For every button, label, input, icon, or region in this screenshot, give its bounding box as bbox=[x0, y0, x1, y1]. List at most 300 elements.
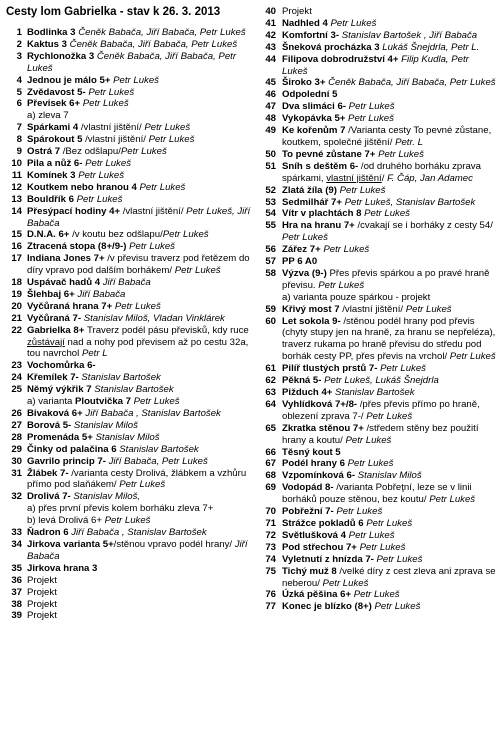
route-name: Nadhled 4 bbox=[282, 17, 331, 29]
route-text bbox=[27, 360, 256, 372]
route-item bbox=[254, 542, 497, 554]
route-number: 34 bbox=[11, 538, 22, 550]
route-number: 71 bbox=[265, 517, 276, 529]
route-item bbox=[254, 387, 497, 399]
route-number: 67 bbox=[265, 458, 276, 470]
route-name: Ploutvička 7 bbox=[75, 396, 134, 408]
route-name: Zvědavost 5- bbox=[27, 86, 89, 98]
route-authors: Čeněk Babača, Jiří Babača, Petr Lukeš bbox=[27, 50, 237, 74]
route-item bbox=[254, 161, 497, 185]
route-authors: Petr Lukeš bbox=[76, 193, 123, 205]
route-number: 25 bbox=[11, 384, 22, 396]
route-item bbox=[6, 206, 256, 230]
route-text bbox=[282, 316, 497, 364]
route-number: 63 bbox=[265, 387, 276, 398]
route-name: Vyčůraná 7- bbox=[27, 312, 84, 324]
route-text bbox=[27, 313, 256, 325]
route-note: /Varianta cesty To pevné zůstane, koutkem, společné jištění/ bbox=[282, 125, 492, 148]
route-text bbox=[282, 506, 497, 518]
route-authors: Petr Lukeš bbox=[139, 181, 186, 193]
route-name: Šlehbaj 6+ bbox=[27, 288, 78, 300]
route-text bbox=[282, 458, 497, 470]
route-text bbox=[27, 134, 256, 146]
route-text bbox=[282, 256, 497, 268]
route-name: Činky od palačina 6 bbox=[27, 443, 120, 455]
route-item bbox=[6, 98, 256, 110]
route-authors: F. Čáp, Jan Adamec bbox=[387, 172, 473, 184]
route-text bbox=[282, 447, 497, 459]
route-note: /varianta Pobřeţní, leze se v linii borháků pouze stěnou, bez koutu/ bbox=[282, 482, 472, 506]
route-text bbox=[282, 470, 497, 482]
route-name: Spárokout 5 bbox=[27, 134, 86, 146]
route-name: Křemílek 7- bbox=[27, 372, 82, 384]
route-item bbox=[254, 530, 497, 542]
route-text bbox=[27, 75, 256, 87]
route-name: Sedmilhář 7+ bbox=[282, 196, 345, 208]
route-authors: Petr Lukeš bbox=[88, 86, 135, 98]
route-note: /vlastní jištění/ bbox=[122, 205, 187, 217]
route-name: Gavrilo princip 7- bbox=[27, 455, 109, 467]
route-name: Komfortní 3- bbox=[282, 29, 342, 41]
route-authors: Petr Lukeš bbox=[148, 134, 195, 146]
route-text bbox=[27, 444, 256, 456]
route-authors: Petr Lukeš bbox=[348, 101, 395, 113]
route-number: 61 bbox=[265, 363, 276, 375]
route-text bbox=[27, 503, 256, 515]
route-item bbox=[254, 470, 497, 482]
route-number: 77 bbox=[265, 601, 276, 613]
route-name: Vyčůraná hrana 7+ bbox=[27, 300, 115, 312]
route-number: 19 bbox=[11, 288, 22, 300]
route-note: /vlastní jištění/ bbox=[85, 134, 149, 146]
route-authors: Petr Lukeš bbox=[162, 229, 209, 241]
route-number: 60 bbox=[265, 315, 276, 327]
route-text bbox=[27, 51, 256, 75]
route-list-right bbox=[254, 6, 497, 613]
route-text bbox=[282, 530, 497, 542]
route-authors: Jiří Babača bbox=[102, 277, 151, 289]
route-note: b) levá Drolivá 6+ bbox=[27, 515, 105, 527]
route-number: 70 bbox=[265, 506, 276, 518]
route-item bbox=[254, 6, 497, 18]
route-authors: Petr Lukeš bbox=[366, 517, 413, 529]
route-number: 43 bbox=[265, 41, 276, 53]
route-name: Spárkami 4 bbox=[27, 122, 81, 134]
route-authors: Petr Lukeš bbox=[345, 434, 392, 446]
route-note: /v převisu traverz pod řetězem do díry vpravo pod dalším borhákem/ bbox=[27, 253, 250, 277]
route-authors: Stanislav Bartošek bbox=[335, 387, 415, 398]
route-item bbox=[6, 289, 256, 301]
route-number: 40 bbox=[265, 6, 276, 17]
route-authors: Stanislav Miloš bbox=[357, 470, 422, 482]
route-authors: Petr Lukeš bbox=[366, 410, 413, 422]
route-number: 7 bbox=[16, 122, 22, 134]
route-name: Ostrá 7 bbox=[27, 146, 63, 158]
route-name: Sníh s deštěm 6- bbox=[282, 160, 361, 172]
route-text bbox=[27, 384, 256, 396]
route-item bbox=[6, 134, 256, 146]
route-text bbox=[27, 372, 256, 384]
route-number: 76 bbox=[265, 589, 276, 601]
route-authors: Petr Lukeš bbox=[429, 494, 476, 506]
route-authors: Petr. L bbox=[395, 136, 423, 148]
route-text bbox=[282, 6, 497, 18]
route-number: 62 bbox=[265, 375, 276, 387]
route-name: Uspávač hadů 4 bbox=[27, 277, 103, 289]
route-authors: Petr Lukeš bbox=[85, 157, 131, 169]
route-text bbox=[27, 87, 256, 99]
route-number: 36 bbox=[11, 574, 22, 586]
route-variant bbox=[6, 515, 256, 527]
route-authors: Petr Lukeš, Stanislav Bartošek bbox=[344, 196, 476, 208]
route-item bbox=[254, 458, 497, 470]
route-text bbox=[27, 491, 256, 503]
route-number bbox=[6, 396, 27, 408]
route-note: (9) bbox=[325, 184, 340, 196]
route-name: Pod střechou 7+ bbox=[282, 541, 360, 553]
route-number: 33 bbox=[11, 527, 22, 539]
route-number bbox=[254, 292, 282, 304]
route-text bbox=[27, 610, 256, 622]
route-authors: Petr Lukeš bbox=[347, 458, 394, 470]
route-text bbox=[27, 432, 256, 444]
route-text bbox=[27, 515, 256, 527]
route-number bbox=[6, 110, 27, 122]
route-name: Pobřežní 7- bbox=[282, 506, 337, 518]
route-note: vlastní jištění bbox=[326, 172, 382, 184]
route-number: 69 bbox=[265, 482, 276, 494]
route-number: 46 bbox=[265, 89, 276, 101]
route-text bbox=[282, 208, 497, 220]
route-item bbox=[254, 482, 497, 506]
route-item bbox=[6, 325, 256, 361]
route-authors: Petr Lukeš bbox=[364, 208, 410, 220]
route-note: /stěnou podél hrany pod převis (chyty stupy jen na hraně, za hranu se nepřeléza), traverz rukama po hraně převisu do středu pod borhák cesty PP, přes převis na vrchol/ bbox=[282, 315, 496, 363]
route-authors: Petr Lukeš bbox=[339, 184, 386, 196]
route-authors: Petr Lukeš bbox=[353, 589, 400, 601]
route-name: Světlušková 4 bbox=[282, 529, 349, 541]
route-authors: Petr Lukeš bbox=[282, 232, 328, 244]
route-authors: Petr Lukeš bbox=[104, 515, 151, 527]
route-text bbox=[282, 423, 497, 447]
route-note: /od druhého borháku zprava spárkami, bbox=[282, 160, 481, 184]
route-name: Bodlinka 3 bbox=[27, 27, 79, 38]
route-text bbox=[282, 197, 497, 209]
route-name: Ke kořenům 7 bbox=[282, 125, 349, 137]
route-number: 14 bbox=[11, 205, 22, 217]
route-item bbox=[254, 54, 497, 78]
route-text bbox=[282, 220, 497, 244]
route-authors: Jiří Babača, Petr Lukeš bbox=[108, 455, 208, 467]
route-note: Traverz podél pásu převisků, kdy ruce bbox=[87, 324, 249, 336]
route-note: / bbox=[381, 172, 388, 184]
route-authors: Stanislav Miloš bbox=[73, 419, 138, 431]
route-name: Němý výkřik 7 bbox=[27, 384, 95, 396]
route-item bbox=[254, 197, 497, 209]
route-name: Borová 5- bbox=[27, 419, 74, 431]
route-number: 54 bbox=[265, 208, 276, 220]
route-text bbox=[27, 563, 256, 575]
route-item bbox=[254, 399, 497, 423]
route-text bbox=[282, 77, 497, 89]
route-authors: Petr Lukeš bbox=[348, 113, 394, 125]
route-note: /stěnou vpravo podél hrany/ bbox=[113, 538, 235, 550]
route-authors: Petr Lukeš bbox=[114, 300, 161, 312]
route-item bbox=[6, 87, 256, 99]
route-item bbox=[6, 610, 256, 622]
route-note: zůstávají bbox=[27, 336, 65, 348]
route-item bbox=[254, 18, 497, 30]
route-authors: Jiří Babača , Stanislav Bartošek bbox=[85, 408, 221, 419]
route-item bbox=[254, 125, 497, 149]
route-number: 17 bbox=[11, 253, 22, 265]
route-item bbox=[6, 170, 256, 182]
route-item bbox=[6, 241, 256, 253]
route-text bbox=[27, 182, 256, 194]
route-name: Tichý muž 8 bbox=[282, 565, 340, 577]
route-authors: Petr Lukeš bbox=[449, 351, 496, 363]
route-name: Promenáda 5+ bbox=[27, 431, 96, 443]
route-item bbox=[254, 89, 497, 101]
route-name: Vodopád 8- bbox=[282, 482, 337, 494]
route-authors: Petr Lukeš bbox=[120, 146, 167, 158]
route-text bbox=[27, 146, 256, 158]
route-text bbox=[27, 420, 256, 432]
route-item bbox=[6, 384, 256, 396]
route-authors: Stanislav Miloš, bbox=[73, 491, 141, 503]
route-number: 72 bbox=[265, 529, 276, 541]
route-authors: Petr Lukeš bbox=[144, 122, 191, 134]
route-number: 49 bbox=[265, 125, 276, 137]
route-name: Indiana Jones 7+ bbox=[27, 253, 108, 265]
route-variant bbox=[6, 503, 256, 515]
route-number: 18 bbox=[11, 277, 22, 289]
route-name: Šneková procházka 3 bbox=[282, 41, 383, 53]
route-note: a) varianta bbox=[27, 396, 75, 408]
route-item bbox=[254, 268, 497, 292]
route-item bbox=[254, 42, 497, 54]
route-number: 35 bbox=[11, 562, 22, 574]
route-text bbox=[282, 363, 497, 375]
route-variant bbox=[254, 292, 497, 304]
route-number: 59 bbox=[265, 303, 276, 315]
route-name: Pilíř tlustých prstů 7- bbox=[282, 363, 381, 375]
route-name: Vítr v plachtách 8 bbox=[282, 208, 365, 220]
route-name: Let sokola 9- bbox=[282, 315, 344, 327]
route-name: Převisek 6+ bbox=[27, 98, 83, 110]
route-item bbox=[6, 372, 256, 384]
route-name: Zářez 7+ bbox=[282, 244, 324, 256]
route-text bbox=[282, 482, 497, 506]
route-authors: Stanislav Bartošek , Jiří Babača bbox=[341, 29, 478, 41]
route-name: Těsný kout 5 bbox=[282, 446, 341, 458]
route-item bbox=[6, 408, 256, 420]
route-number: 23 bbox=[11, 360, 22, 372]
route-item bbox=[6, 146, 256, 158]
route-text bbox=[282, 542, 497, 554]
route-number: 52 bbox=[265, 184, 276, 196]
route-number: 6 bbox=[16, 98, 22, 110]
route-name: Úzká pěšina 6+ bbox=[282, 589, 354, 601]
route-authors: Lukáš Šnejdrla, Petr L. bbox=[382, 41, 480, 53]
route-authors: Petr Lukeš bbox=[330, 17, 377, 29]
route-name: Podél hrany 6 bbox=[282, 458, 348, 470]
route-number: 47 bbox=[265, 101, 276, 113]
route-name: Vzpomínková 6- bbox=[282, 470, 358, 482]
route-text bbox=[27, 122, 256, 134]
route-text bbox=[282, 54, 497, 78]
route-authors: Petr Lukeš bbox=[380, 363, 426, 375]
route-name: Vykopávka 5+ bbox=[282, 113, 349, 125]
route-text bbox=[282, 601, 497, 613]
route-item bbox=[254, 30, 497, 42]
route-text bbox=[27, 170, 256, 182]
route-text bbox=[282, 89, 497, 101]
route-text bbox=[27, 27, 256, 39]
route-authors: Petr Lukeš, Lukáš Šnejdrla bbox=[324, 375, 439, 387]
route-text bbox=[27, 194, 256, 206]
route-name: Konec je blízko (8+) bbox=[282, 601, 375, 613]
route-item bbox=[254, 77, 497, 89]
route-text bbox=[282, 161, 497, 185]
route-name: Gabrielka 8+ bbox=[27, 324, 87, 336]
route-note: /velké díry z cest zleva ani zprava se neberou/ bbox=[282, 565, 496, 589]
route-authors: Petr Lukeš bbox=[378, 148, 424, 160]
route-name: Hra na hranu 7+ bbox=[282, 220, 358, 232]
route-item bbox=[6, 587, 256, 599]
route-authors: Čeněk Babača, Jiří Babača, Petr Lukeš bbox=[328, 77, 496, 89]
route-number: 4 bbox=[16, 74, 22, 86]
route-item bbox=[6, 158, 256, 170]
route-text bbox=[282, 42, 497, 54]
route-text bbox=[27, 325, 256, 361]
route-text bbox=[27, 408, 256, 420]
route-authors: Petr Lukeš bbox=[376, 553, 423, 565]
route-authors: Petr Lukeš bbox=[405, 303, 452, 315]
route-variant bbox=[6, 396, 256, 408]
route-authors: Petr L bbox=[81, 348, 108, 360]
route-name: Pila a nůž 6- bbox=[27, 157, 86, 169]
route-text bbox=[27, 39, 256, 51]
route-item bbox=[254, 113, 497, 125]
route-authors: Petr Lukeš bbox=[336, 506, 383, 518]
route-number: 5 bbox=[16, 86, 22, 98]
route-number: 24 bbox=[11, 372, 22, 384]
route-number: 22 bbox=[11, 324, 22, 336]
route-item bbox=[6, 432, 256, 444]
route-number: 39 bbox=[11, 610, 22, 622]
route-item bbox=[254, 363, 497, 375]
route-name: Žlábek 7- bbox=[27, 467, 72, 479]
route-item bbox=[254, 589, 497, 601]
route-item bbox=[6, 491, 256, 503]
route-item bbox=[254, 316, 497, 364]
route-authors: Jiří Babača bbox=[77, 288, 126, 300]
route-text bbox=[27, 241, 256, 253]
route-number: 21 bbox=[11, 312, 22, 324]
route-item bbox=[6, 39, 256, 51]
route-item bbox=[254, 304, 497, 316]
route-text bbox=[282, 292, 497, 304]
route-text bbox=[27, 527, 256, 539]
route-text bbox=[27, 206, 256, 230]
route-item bbox=[6, 420, 256, 432]
route-item bbox=[6, 301, 256, 313]
route-note: /v koutu bez odšlapu/ bbox=[72, 229, 163, 241]
route-item bbox=[254, 566, 497, 590]
route-name: Bivaková 6+ bbox=[27, 408, 86, 419]
route-name: Jednou je málo 5+ bbox=[27, 74, 114, 86]
route-item bbox=[6, 27, 256, 39]
route-number: 31 bbox=[11, 467, 22, 479]
route-text bbox=[27, 110, 256, 122]
route-text bbox=[27, 396, 256, 408]
route-authors: Čeněk Babača, Jiří Babača, Petr Lukeš bbox=[69, 38, 238, 50]
route-number: 9 bbox=[16, 146, 22, 158]
route-number: 13 bbox=[11, 193, 22, 205]
route-text bbox=[27, 587, 256, 599]
route-text bbox=[282, 244, 497, 256]
route-name: Ztracená stopa (8+/9-) bbox=[27, 241, 130, 253]
route-number: 55 bbox=[265, 220, 276, 232]
route-text bbox=[27, 575, 256, 587]
route-number: 37 bbox=[11, 586, 22, 598]
route-variant bbox=[6, 110, 256, 122]
route-name: Drolivá 7- bbox=[27, 491, 74, 503]
route-number: 57 bbox=[265, 256, 276, 268]
route-note: /varianta cesty Drolivá, žlábkem a vzhůru přímo pod slaňákem/ bbox=[27, 467, 247, 491]
route-item bbox=[254, 423, 497, 447]
route-text bbox=[282, 387, 497, 399]
route-number: 20 bbox=[11, 300, 22, 312]
route-number: 74 bbox=[265, 553, 276, 565]
route-authors: Jiří Babača , Stanislav Bartošek bbox=[71, 527, 207, 539]
route-name: Pěkná 5- bbox=[282, 375, 325, 387]
route-authors: Jiří Babača bbox=[27, 538, 248, 562]
route-name: Komínek 3 bbox=[27, 169, 79, 181]
route-number: 56 bbox=[265, 244, 276, 256]
page-title: Cesty lom Gabrielka - stav k 26. 3. 2013 bbox=[6, 6, 221, 18]
route-authors: Stanislav Bartošek bbox=[81, 372, 161, 384]
route-text bbox=[27, 599, 256, 611]
route-item bbox=[6, 229, 256, 241]
route-item bbox=[6, 182, 256, 194]
route-number: 42 bbox=[265, 29, 276, 41]
route-authors: Petr Lukeš bbox=[129, 241, 175, 253]
route-text bbox=[27, 468, 256, 492]
route-note: /Bez odšlapu/ bbox=[62, 146, 121, 158]
route-name: Ňadron 6 bbox=[27, 527, 72, 539]
route-item bbox=[6, 456, 256, 468]
route-number bbox=[6, 515, 27, 527]
route-text bbox=[282, 554, 497, 566]
route-text bbox=[282, 518, 497, 530]
route-authors: Petr Lukeš bbox=[359, 541, 406, 553]
route-authors: Petr Lukeš bbox=[119, 479, 166, 491]
route-name: Rychlonožka 3 bbox=[27, 50, 97, 62]
route-name: Bouldřík 6 bbox=[27, 193, 77, 205]
route-number: 51 bbox=[265, 160, 276, 172]
route-number bbox=[6, 503, 27, 515]
route-note: /vlastní jištění/ bbox=[342, 303, 406, 315]
route-item bbox=[6, 253, 256, 277]
route-name: Strážce pokladů 6 bbox=[282, 517, 367, 529]
route-name: Zkratka stěnou 7+ bbox=[282, 422, 367, 434]
route-authors: Stanislav Miloš bbox=[95, 431, 160, 443]
route-number: 1 bbox=[16, 27, 22, 38]
route-name: Výzva (9-) bbox=[282, 267, 330, 279]
route-text bbox=[282, 101, 497, 113]
